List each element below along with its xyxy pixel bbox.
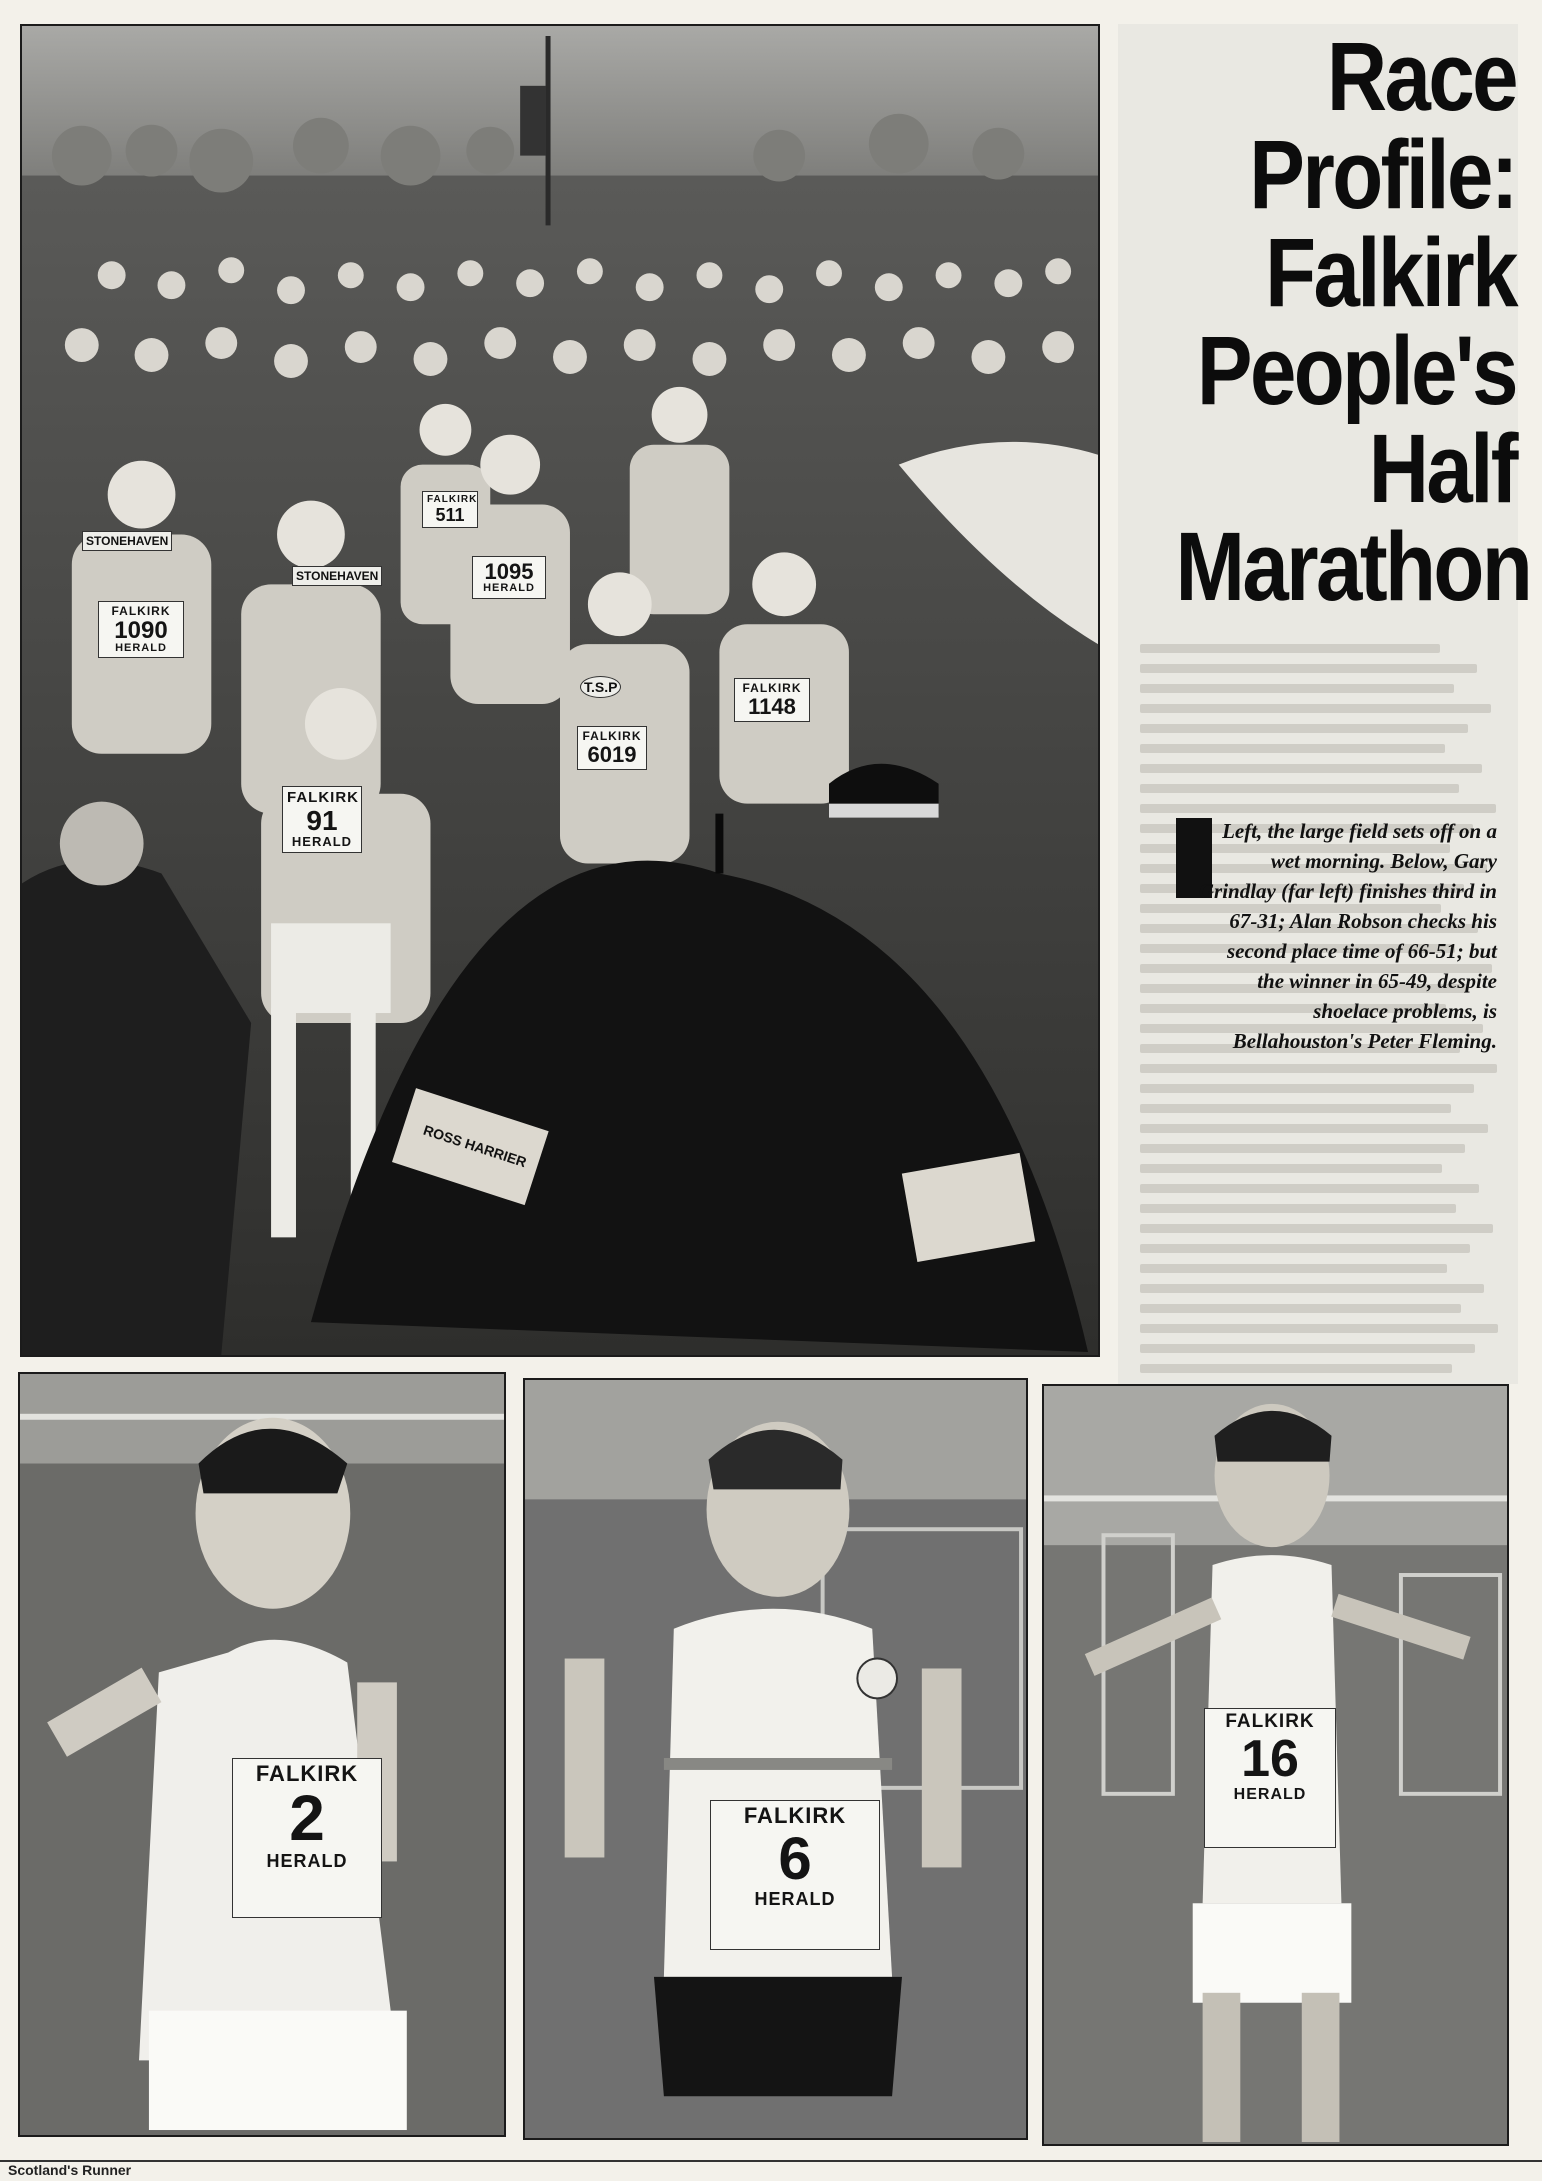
background-text-line [1140,1084,1474,1093]
background-text-line [1140,1164,1442,1173]
bib-2: FALKIRK 2 HERALD [232,1758,382,1918]
footer-text: Scotland's Runner [8,2162,132,2178]
runner-scene-mid [525,1380,1026,2138]
background-text-line [1140,1244,1470,1253]
photo-caption: Left, the large field sets off on a wet morning. Below, Gary Grindlay (far left) finishes third in 67-31; Alan Robson checks his second place time of 66-51; but the winner in 65-49, despite shoelace problems, is Bellahouston's Peter Fleming. [1198,819,1497,1053]
vest-logo-tsp: T.S.P [580,676,621,698]
background-text-line [1140,1324,1498,1333]
bib-91: FALKIRK 91 HERALD [282,786,362,853]
background-text-line [1140,1204,1456,1213]
headline-line: Half [1368,414,1516,523]
umbrella-label: ROSS HARRIER [421,1121,529,1171]
background-text-line [1140,1304,1461,1313]
background-text-line [1140,684,1454,693]
vest-text-stonehaven: STONEHAVEN [292,566,382,586]
background-text-line [1140,1104,1451,1113]
bib-1148: FALKIRK 1148 [734,678,810,722]
main-photo-race-start [20,24,1100,1357]
bib-1090: FALKIRK 1090 HERALD [98,601,184,658]
background-text-line [1140,704,1491,713]
background-text-line [1140,744,1445,753]
bib-1095: 1095 HERALD [472,556,546,599]
headline-line: People's [1196,316,1516,425]
headline-line: Profile: [1249,120,1516,229]
background-text-line [1140,764,1482,773]
background-text-line [1140,1284,1484,1293]
bib-6: FALKIRK 6 HERALD [710,1800,880,1950]
headline-line: Race [1326,22,1516,131]
bib-16: FALKIRK 16 HERALD [1204,1708,1336,1848]
background-text-line [1140,1064,1497,1073]
background-text-line [1140,804,1496,813]
background-text-line [1140,1144,1465,1153]
photo-peter-fleming [1042,1384,1509,2146]
background-text-line [1140,1184,1479,1193]
background-text-line [1140,1224,1493,1233]
photo-alan-robson [523,1378,1028,2140]
background-text-line [1140,1364,1452,1373]
background-text-line [1140,784,1459,793]
background-text-line [1140,1124,1488,1133]
background-text-line [1140,644,1440,653]
background-text-line [1140,1264,1447,1273]
runner-scene-left [20,1374,504,2135]
page-footer [0,2160,1542,2181]
background-text-line [1140,1344,1475,1353]
headline [1175,22,1531,621]
headline-line: Falkirk [1265,218,1516,327]
crowd-scene [22,26,1098,1355]
background-text-line [1140,664,1477,673]
background-text-line [1140,724,1468,733]
headline-line: Marathon [1175,512,1531,621]
photo-gary-grindlay [18,1372,506,2137]
bib-511: FALKIRK 511 [422,491,478,528]
bib-6019: FALKIRK 6019 [577,726,647,770]
vest-text-stonehaven: STONEHAVEN [82,531,172,551]
